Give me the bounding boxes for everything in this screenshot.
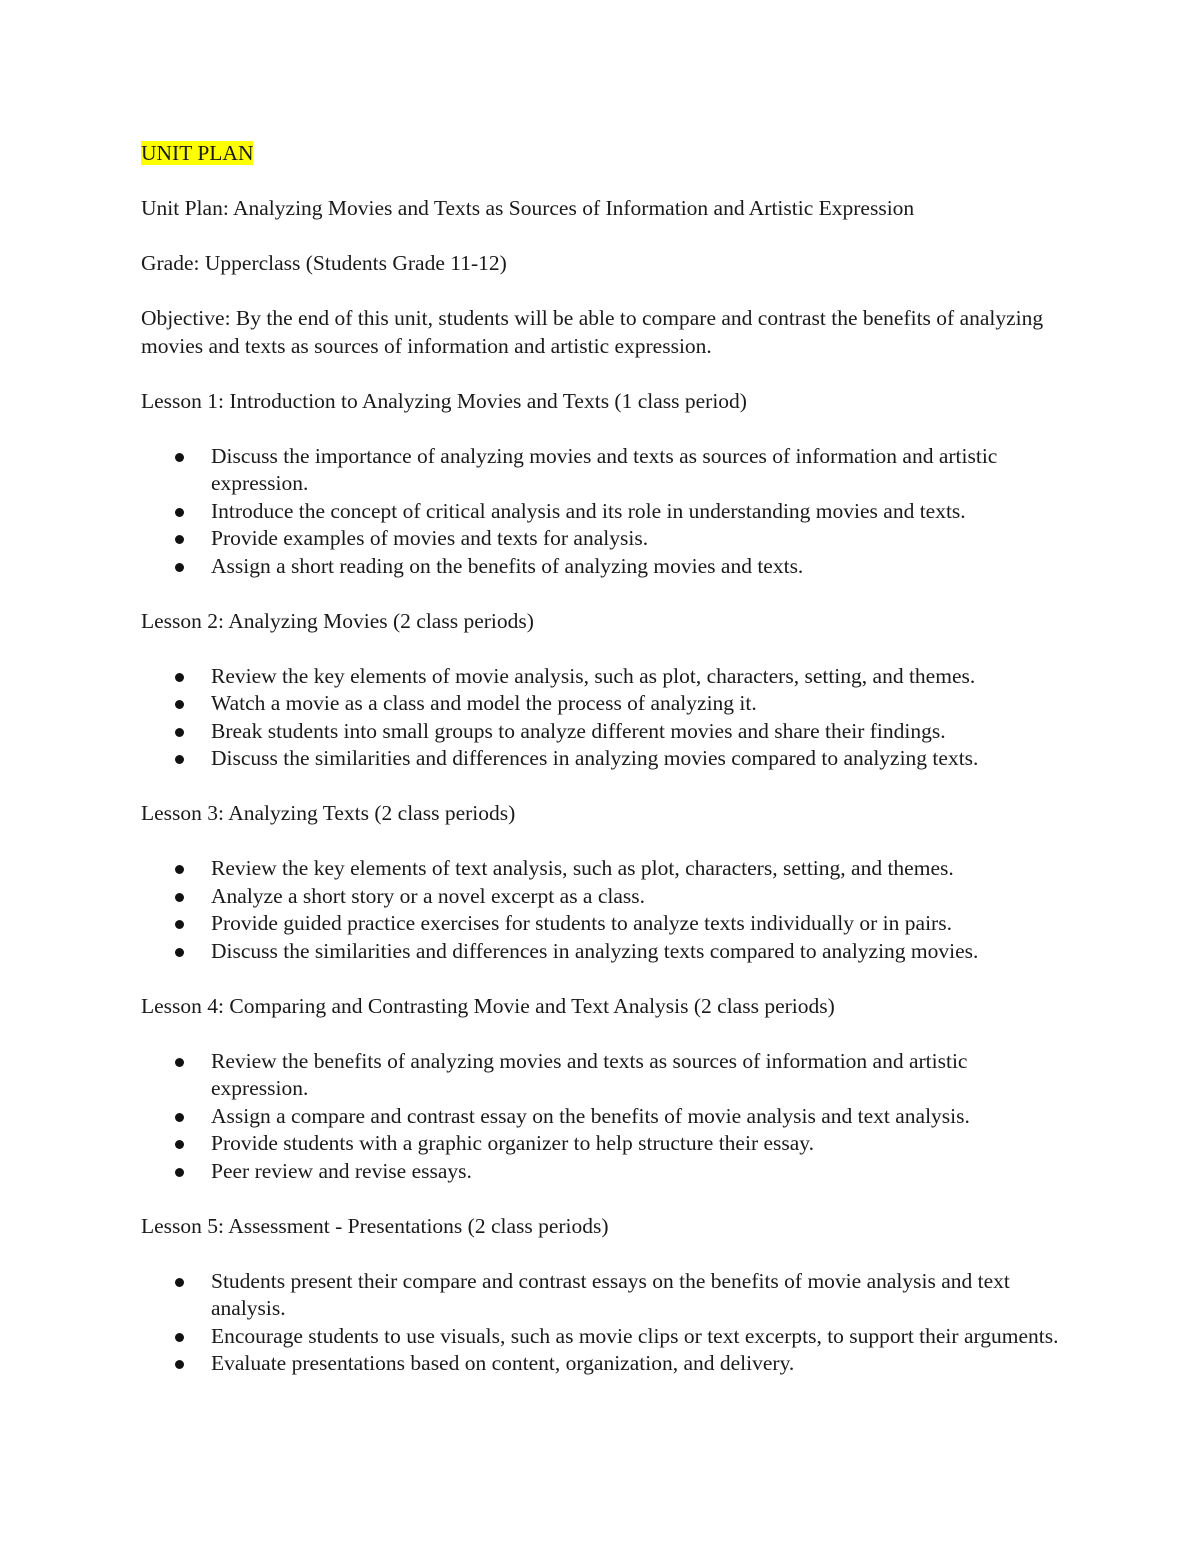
list-item-text: Discuss the similarities and differences in analyzing texts compared to analyzing movies.	[211, 938, 979, 963]
bullet-icon	[175, 563, 184, 572]
bullet-icon	[175, 1360, 184, 1369]
list-item-text: Analyze a short story or a novel excerpt as a class.	[211, 883, 646, 908]
objective-paragraph: Objective: By the end of this unit, students will be able to compare and contrast the benefits of analyzing movies and texts as sources of information and artistic expression.	[141, 306, 1044, 358]
list-item	[141, 1103, 1061, 1131]
list-item	[141, 910, 1061, 938]
list-item-text: Students present their compare and contrast essays on the benefits of movie analysis and text analysis.	[211, 1268, 1010, 1320]
list-item	[141, 663, 1061, 691]
list-item-text: Watch a movie as a class and model the process of analyzing it.	[211, 691, 757, 715]
lessons-section	[141, 388, 1061, 1378]
list-item-text: Discuss the importance of analyzing movies and texts as sources of information and artistic expression.	[211, 443, 998, 495]
bullet-icon	[175, 920, 184, 929]
bullet-icon	[175, 1140, 184, 1149]
list-item	[141, 883, 1061, 911]
list-item-text: Provide students with a graphic organizer to help structure their essay.	[211, 1131, 815, 1155]
list-item-text: Provide examples of movies and texts for analysis.	[211, 526, 649, 550]
grade-line: Grade: Upperclass (Students Grade 11-12)	[141, 251, 507, 275]
bullet-icon	[175, 1278, 184, 1287]
bullet-icon	[175, 728, 184, 737]
bullet-icon	[175, 893, 184, 902]
document-page	[141, 140, 1061, 1405]
list-item	[141, 443, 1061, 498]
bullet-icon	[175, 453, 184, 462]
list-item	[141, 1130, 1061, 1158]
lesson-bullet-list	[141, 1268, 1061, 1378]
bullet-icon	[175, 535, 184, 544]
list-item	[141, 745, 1061, 773]
list-item-text: Provide guided practice exercises for students to analyze texts individually or in pairs.	[211, 911, 952, 935]
lesson-bullet-list	[141, 855, 1061, 965]
list-item	[141, 690, 1061, 718]
lesson-title: Lesson 4: Comparing and Contrasting Movie and Text Analysis (2 class periods)	[141, 993, 835, 1018]
unit-plan-title: Unit Plan: Analyzing Movies and Texts as Sources of Information and Artistic Expression	[141, 196, 915, 220]
lesson-title: Lesson 1: Introduction to Analyzing Movies and Texts (1 class period)	[141, 388, 747, 413]
bullet-icon	[175, 1168, 184, 1177]
bullet-icon	[175, 1333, 184, 1342]
heading-line	[141, 140, 1061, 168]
list-item	[141, 855, 1061, 883]
list-item-text: Assign a short reading on the benefits of analyzing movies and texts.	[211, 553, 804, 578]
lesson-title: Lesson 2: Analyzing Movies (2 class periods)	[141, 608, 534, 633]
list-item	[141, 1350, 1061, 1378]
lesson-bullet-list	[141, 443, 1061, 581]
lesson-title: Lesson 5: Assessment - Presentations (2 class periods)	[141, 1213, 609, 1238]
list-item-text: Review the key elements of text analysis, such as plot, characters, setting, and themes.	[211, 856, 954, 880]
lesson-title: Lesson 3: Analyzing Texts (2 class periods)	[141, 801, 516, 825]
list-item	[141, 1158, 1061, 1186]
list-item-text: Review the key elements of movie analysis, such as plot, characters, setting, and themes.	[211, 663, 976, 688]
bullet-icon	[175, 948, 184, 957]
lesson-bullet-list	[141, 1048, 1061, 1186]
list-item	[141, 498, 1061, 526]
unit-plan-heading: UNIT PLAN	[141, 141, 254, 165]
list-item	[141, 1323, 1061, 1351]
list-item-text: Encourage students to use visuals, such as movie clips or text excerpts, to support their arguments.	[211, 1323, 1059, 1348]
bullet-icon	[175, 1113, 184, 1122]
list-item-text: Break students into small groups to analyze different movies and share their findings.	[211, 718, 946, 743]
list-item	[141, 1268, 1061, 1323]
list-item-text: Review the benefits of analyzing movies and texts as sources of information and artistic expression.	[211, 1048, 968, 1100]
list-item	[141, 553, 1061, 581]
bullet-icon	[175, 865, 184, 874]
bullet-icon	[175, 755, 184, 764]
list-item-text: Peer review and revise essays.	[211, 1158, 472, 1183]
list-item-text: Introduce the concept of critical analysis and its role in understanding movies and texts.	[211, 498, 966, 523]
list-item-text: Discuss the similarities and differences in analyzing movies compared to analyzing texts.	[211, 746, 979, 770]
list-item	[141, 525, 1061, 553]
list-item-text: Assign a compare and contrast essay on the benefits of movie analysis and text analysis.	[211, 1103, 970, 1128]
list-item	[141, 938, 1061, 966]
bullet-icon	[175, 700, 184, 709]
lesson-bullet-list	[141, 663, 1061, 773]
list-item	[141, 718, 1061, 746]
bullet-icon	[175, 673, 184, 682]
list-item	[141, 1048, 1061, 1103]
list-item-text: Evaluate presentations based on content, organization, and delivery.	[211, 1351, 795, 1375]
bullet-icon	[175, 1058, 184, 1067]
bullet-icon	[175, 508, 184, 517]
